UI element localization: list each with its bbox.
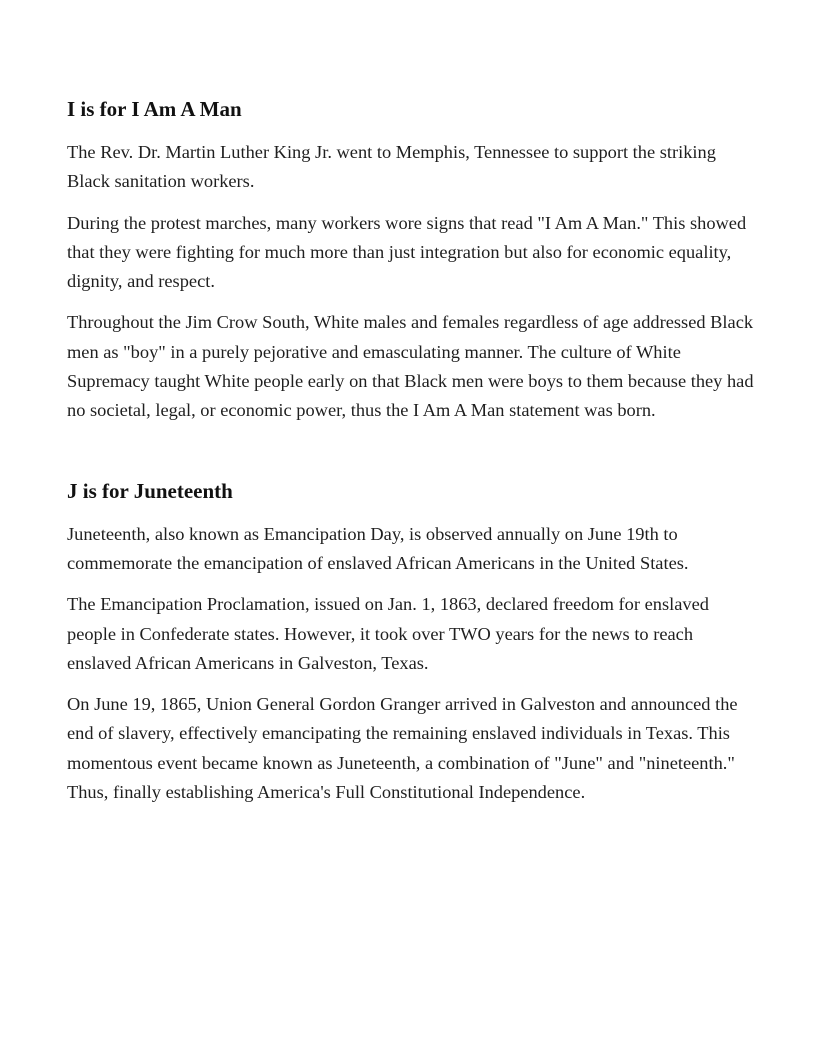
paragraph: The Rev. Dr. Martin Luther King Jr. went to Memphis, Tennessee to support the striking Black sanitation workers. <box>67 142 716 192</box>
section-i-am-a-man <box>67 94 757 426</box>
document-page <box>67 94 757 819</box>
paragraph: The Emancipation Proclamation, issued on Jan. 1, 1863, declared freedom for enslaved people in Confederate states. However, it took over TWO years for the news to reach enslaved African Americans in Galveston, Texas. <box>67 594 709 673</box>
section-heading: J is for Juneteenth <box>67 478 233 503</box>
section-juneteenth <box>67 476 757 808</box>
paragraph: During the protest marches, many workers wore signs that read "I Am A Man." This showed that they were fighting for much more than just integration but also for economic equality, dignity, and respect. <box>67 212 747 292</box>
paragraph: On June 19, 1865, Union General Gordon Granger arrived in Galveston and announced the end of slavery, effectively emancipating the remaining enslaved individuals in Texas. This momentous event became known as Juneteenth, a combination of "June" and "nineteenth." Thus, finally establishing America's Full Constitutional Independence. <box>67 694 738 803</box>
paragraph: Throughout the Jim Crow South, White males and females regardless of age addressed Black men as "boy" in a purely pejorative and emasculating manner. The culture of White Supremacy taught White people early on that Black men were boys to them because they had no societal, legal, or economic power, thus the I Am A Man statement was born. <box>67 312 754 421</box>
section-heading: I is for I Am A Man <box>67 97 242 121</box>
paragraph: Juneteenth, also known as Emancipation Day, is observed annually on June 19th to commemorate the emancipation of enslaved African Americans in the United States. <box>67 523 689 573</box>
